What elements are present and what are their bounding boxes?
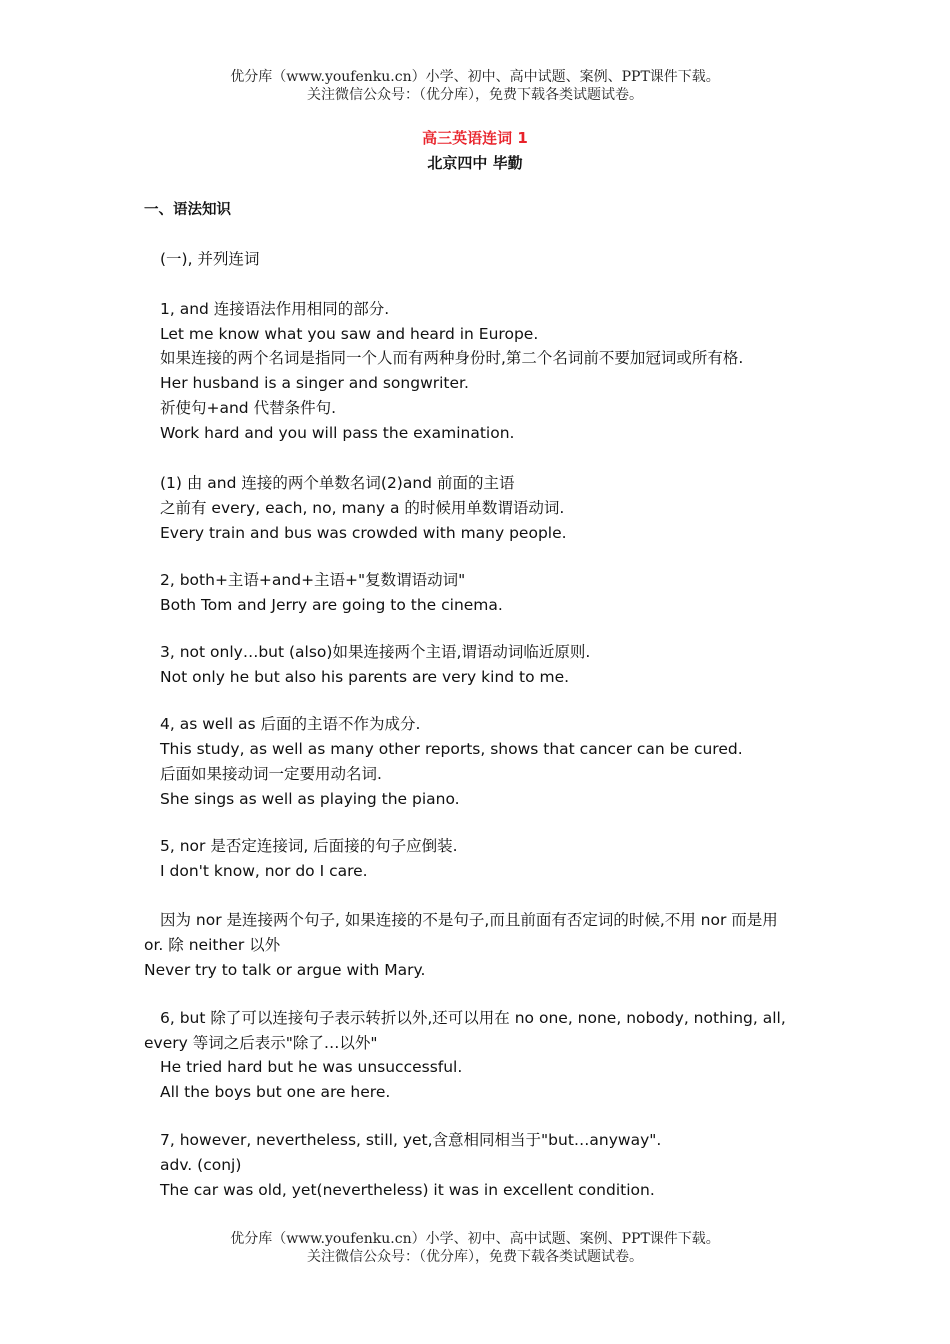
- note-and-1: 如果连接的两个名词是指同一个人而有两种身份时,第二个名词前不要加冠词或所有格.: [160, 349, 744, 367]
- rule-but-1: 6, but 除了可以连接句子表示转折以外,还可以用在 no one, none, nobody, nothing, all,: [160, 1009, 786, 1027]
- example-and-3: Work hard and you will pass the examination.: [160, 424, 515, 442]
- note-however: adv. (conj): [160, 1156, 242, 1174]
- example-nor: I don't know, nor do I care.: [160, 862, 368, 880]
- example-and-1: Let me know what you saw and heard in Europe.: [160, 325, 539, 343]
- example-nor-2: Never try to talk or argue with Mary.: [144, 961, 426, 979]
- example-singular: Every train and bus was crowded with many people.: [160, 524, 567, 542]
- example-as-well-as-1: This study, as well as many other reports, shows that cancer can be cured.: [160, 740, 743, 758]
- section-heading: 一、语法知识: [144, 202, 231, 218]
- subsection-heading: (一), 并列连词: [160, 250, 260, 268]
- page-header: [0, 68, 950, 104]
- header-line-2: 关注微信公众号：（优分库），免费下载各类试题试卷。: [307, 87, 643, 103]
- example-both: Both Tom and Jerry are going to the cinema.: [160, 596, 503, 614]
- example-however: The car was old, yet(nevertheless) it was in excellent condition.: [160, 1181, 655, 1199]
- example-not-only: Not only he but also his parents are very kind to me.: [160, 668, 570, 686]
- example-as-well-as-2: She sings as well as playing the piano.: [160, 790, 460, 808]
- rule-as-well-as: 4, as well as 后面的主语不作为成分.: [160, 715, 421, 733]
- note-and-2: 祈使句+and 代替条件句.: [160, 399, 337, 417]
- note-nor-2: or. 除 neither 以外: [144, 936, 281, 954]
- document-subtitle: 北京四中 毕勤: [427, 154, 523, 172]
- rule-and: 1, and 连接语法作用相同的部分.: [160, 300, 390, 318]
- note-nor-1: 因为 nor 是连接两个句子, 如果连接的不是句子,而且前面有否定词的时候,不用 nor 而是用: [160, 911, 778, 929]
- header-line-1: 优分库（www.youfenku.cn）小学、初中、高中试题、案例、PPT课件下载。: [230, 69, 720, 85]
- footer-line-1: 优分库（www.youfenku.cn）小学、初中、高中试题、案例、PPT课件下载。: [230, 1231, 720, 1247]
- rule-however: 7, however, nevertheless, still, yet,含意相同相当于"but…anyway".: [160, 1131, 662, 1149]
- rule-not-only: 3, not only…but (also)如果连接两个主语,谓语动词临近原则.: [160, 643, 591, 661]
- footer-line-2: 关注微信公众号：（优分库），免费下载各类试题试卷。: [307, 1249, 643, 1265]
- note-as-well-as: 后面如果接动词一定要用动名词.: [160, 765, 382, 783]
- example-but-2: All the boys but one are here.: [160, 1083, 391, 1101]
- example-but-1: He tried hard but he was unsuccessful.: [160, 1058, 463, 1076]
- rule-singular-2: 之前有 every, each, no, many a 的时候用单数谓语动词.: [160, 499, 565, 517]
- document-title: 高三英语连词 1: [422, 129, 528, 147]
- rule-both: 2, both+主语+and+主语+"复数谓语动词": [160, 571, 466, 589]
- rule-but-2: every 等词之后表示"除了…以外": [144, 1034, 378, 1052]
- example-and-2: Her husband is a singer and songwriter.: [160, 374, 469, 392]
- rule-singular-1: (1) 由 and 连接的两个单数名词(2)and 前面的主语: [160, 474, 515, 492]
- rule-nor: 5, nor 是否定连接词, 后面接的句子应倒装.: [160, 837, 458, 855]
- page-footer: [0, 1230, 950, 1266]
